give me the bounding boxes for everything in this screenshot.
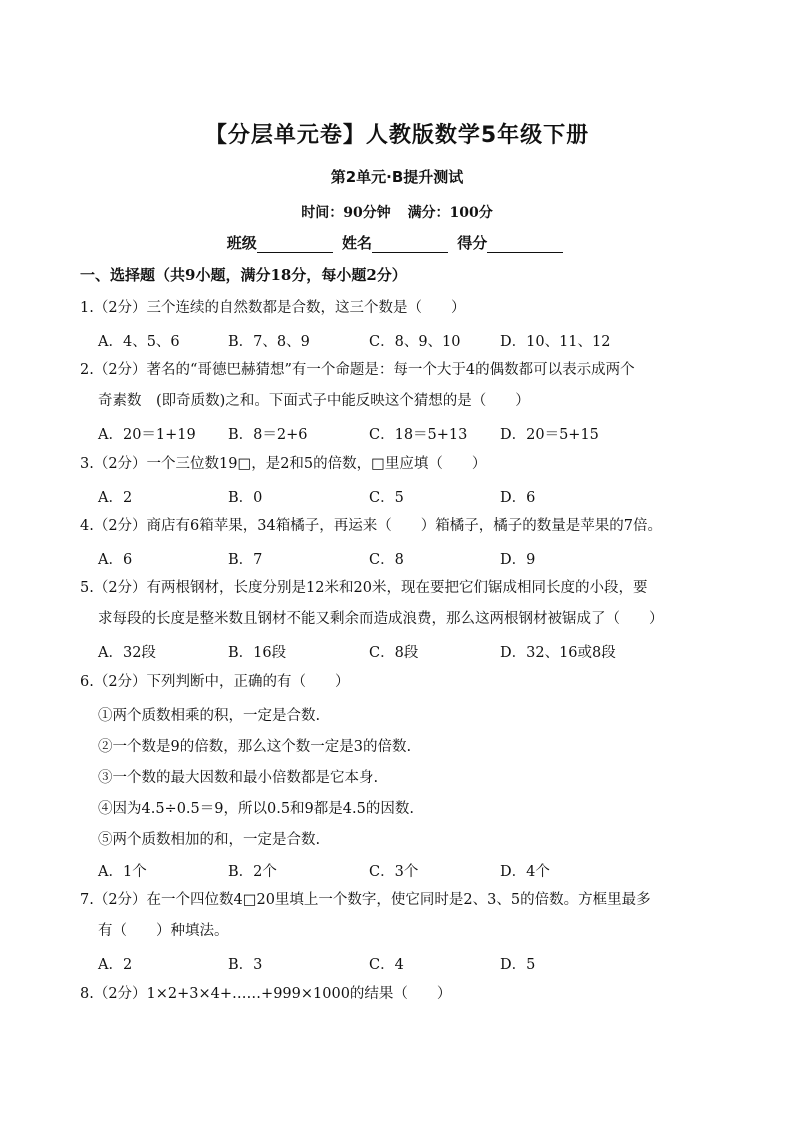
statement-1: ①两个质数相乘的积，一定是合数.: [98, 708, 321, 724]
option-b: B．7、8、9: [228, 334, 310, 350]
option-d: D．6: [500, 490, 536, 506]
page-subtitle: 第2单元·B提升测试: [330, 168, 464, 186]
option-c: C．8、9、10: [369, 334, 461, 350]
page-title: 【分层单元卷】人教版数学5年级下册: [204, 123, 590, 148]
option-c: C．3个: [369, 864, 419, 880]
option-b: B．7: [228, 552, 263, 568]
options-3: [98, 486, 738, 510]
name-blank: [372, 236, 448, 253]
question-5: 5.（2分）有两根钢材，长度分别是12米和20米，现在要把它们锯成相同长度的小段，要: [80, 580, 648, 596]
option-b: B．2个: [228, 864, 277, 880]
option-a: A．6: [98, 552, 133, 568]
question-2: 2.（2分）著名的“哥德巴赫猜想”有一个命题是：每一个大于4的偶数都可以表示成两个: [80, 362, 635, 378]
option-b: B．8＝2+6: [228, 427, 308, 443]
option-b: B．3: [228, 957, 263, 973]
option-a: A．20＝1+19: [98, 427, 196, 443]
class-blank: [257, 236, 333, 253]
options-4: [98, 548, 738, 572]
option-c: C．4: [369, 957, 404, 973]
class-label: 班级: [226, 234, 257, 252]
grade-label: 得分: [457, 234, 488, 252]
statement-5: ⑤两个质数相加的和，一定是合数.: [98, 832, 321, 848]
options-1: [98, 330, 738, 354]
question-8: 8.（2分）1×2+3×4+……+999×1000的结果（ ）: [80, 986, 452, 1002]
option-c: C．5: [369, 490, 404, 506]
question-4: 4.（2分）商店有6箱苹果，34箱橘子，再运来（ ）箱橘子，橘子的数量是苹果的7倍。: [80, 518, 662, 534]
full-score: 满分：100分: [407, 205, 493, 221]
option-d: D．20＝5+15: [500, 427, 599, 443]
option-d: D．32、16或8段: [500, 645, 616, 661]
option-a: A．2: [98, 490, 133, 506]
options-2: [98, 423, 738, 447]
section-heading: 一、选择题（共9小题，满分18分，每小题2分）: [80, 266, 407, 284]
question-7: 7.（2分）在一个四位数4□20里填上一个数字，使它同时是2、3、5的倍数。方框里最多: [80, 892, 651, 908]
option-d: D．5: [500, 957, 536, 973]
question-3: 3.（2分）一个三位数19□，是2和5的倍数，□里应填（ ）: [80, 456, 487, 472]
option-d: D．9: [500, 552, 536, 568]
option-c: C．18＝5+13: [369, 427, 468, 443]
option-c: C．8: [369, 552, 404, 568]
question-6: 6.（2分）下列判断中，正确的有（ ）: [80, 674, 350, 690]
statement-4: ④因为4.5÷0.5＝9，所以0.5和9都是4.5的因数.: [98, 801, 414, 817]
statement-2: ②一个数是9的倍数，那么这个数一定是3的倍数.: [98, 739, 412, 755]
options-7: [98, 953, 738, 977]
option-a: A．1个: [98, 864, 147, 880]
option-b: B．16段: [228, 645, 287, 661]
option-b: B．0: [228, 490, 263, 506]
option-d: D．4个: [500, 864, 550, 880]
option-c: C．8段: [369, 645, 419, 661]
grade-blank: [487, 236, 563, 253]
options-5: [98, 641, 738, 665]
exam-meta: [0, 202, 794, 222]
time-limit: 时间：90分钟: [301, 205, 391, 221]
options-6: [98, 860, 738, 884]
option-a: A．2: [98, 957, 133, 973]
name-label: 姓名: [341, 234, 372, 252]
student-info: [0, 232, 794, 253]
question-5-cont: 求每段的长度是整米数且钢材不能又剩余而造成浪费，那么这两根钢材被锯成了（ ）: [98, 611, 664, 627]
option-d: D．10、11、12: [500, 334, 611, 350]
statement-3: ③一个数的最大因数和最小倍数都是它本身.: [98, 770, 379, 786]
question-7-cont: 有（ ）种填法。: [98, 923, 229, 939]
option-a: A．4、5、6: [98, 334, 180, 350]
question-2-cont: 奇素数 (即奇质数)之和。下面式子中能反映这个猜想的是（ ）: [98, 393, 530, 409]
question-1: 1.（2分）三个连续的自然数都是合数，这三个数是（ ）: [80, 300, 466, 316]
option-a: A．32段: [98, 645, 156, 661]
